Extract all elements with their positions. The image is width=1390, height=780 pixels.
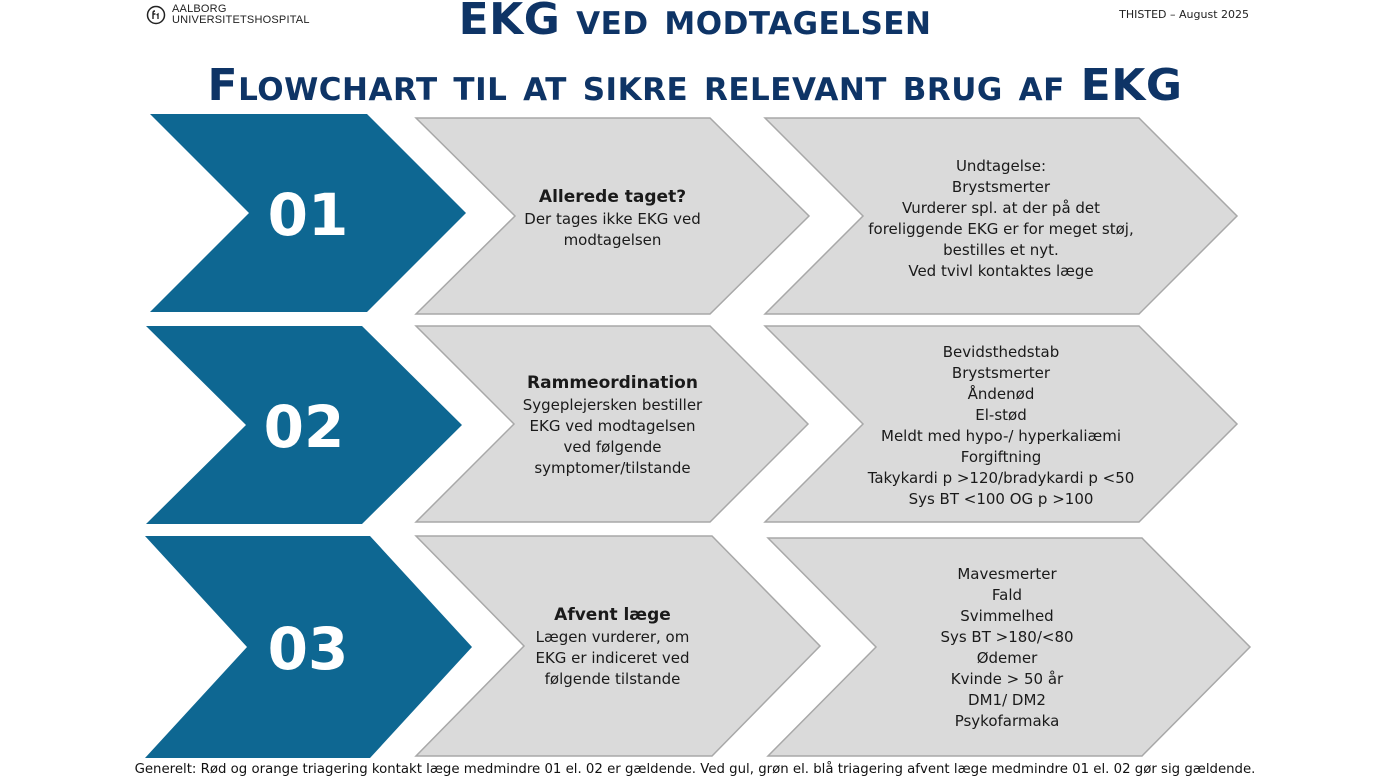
row-1-number: 01: [267, 181, 349, 249]
footer-note: Generelt: Rød og orange triagering kontakt læge medmindre 01 el. 02 er gældende. Ved gul, grøn el. blå triagering afvent læge medmindre 01 el. 02 gør sig gældende.: [134, 762, 1256, 777]
row-1-step-heading: Allerede taget?: [538, 187, 687, 207]
row-1-detail-line: bestilles et nyt.: [943, 241, 1059, 259]
row-2-detail-line: Meldt med hypo-/ hyperkaliæmi: [881, 427, 1121, 445]
row-2-detail-line: Takykardi p >120/bradykardi p <50: [867, 469, 1135, 487]
row-2-detail-line: Sys BT <100 OG p >100: [908, 490, 1094, 508]
row-3-detail-line: Sys BT >180/<80: [940, 628, 1074, 646]
row-3-detail-text: [866, 564, 1148, 732]
row-3-detail-line: Fald: [991, 586, 1023, 604]
row-2-step-line: EKG ved modtagelsen: [529, 417, 696, 435]
logo-line-1: AALBORG: [172, 3, 227, 15]
row-3-step-heading: Afvent læge: [554, 605, 671, 625]
row-3-step-line: Lægen vurderer, om: [535, 628, 690, 646]
row-1-detail-text: [860, 156, 1142, 282]
row-3-detail-line: Mavesmerter: [957, 565, 1057, 583]
row-1-step-text: [505, 186, 720, 251]
row-3-detail-line: DM1/ DM2: [968, 691, 1046, 709]
row-1-detail-line: Ved tvivl kontaktes læge: [908, 262, 1094, 280]
row-2-detail-line: Forgiftning: [960, 448, 1042, 466]
row-2-step-text: [505, 372, 720, 479]
row-2-number: 02: [263, 393, 345, 461]
row-2-step-heading: Rammeordination: [527, 373, 698, 393]
row-3-detail-line: Psykofarmaka: [954, 712, 1060, 730]
row-1-step-line: modtagelsen: [563, 231, 662, 249]
row-2-detail-line: Bevidsthedstab: [942, 343, 1060, 361]
row-3-detail-line: Ødemer: [976, 649, 1038, 667]
page-title: EKG ved modtagelsen: [458, 0, 932, 45]
row-2-step-line: symptomer/tilstande: [534, 459, 691, 477]
row-3-detail-line: Svimmelhed: [960, 607, 1054, 625]
row-3-step-line: følgende tilstande: [544, 670, 681, 688]
location-date: THISTED – August 2025: [1119, 8, 1249, 21]
row-1-detail-line: Undtagelse:: [955, 157, 1047, 175]
logo-line-2: UNIVERSITETSHOSPITAL: [172, 14, 310, 26]
row-3-step-line: EKG er indiceret ved: [535, 649, 690, 667]
row-2-detail-line: El-stød: [975, 406, 1027, 424]
row-2-detail-line: Åndenød: [967, 385, 1035, 403]
row-3-detail-line: Kvinde > 50 år: [950, 670, 1064, 688]
row-1-detail-line: Brystsmerter: [951, 178, 1051, 196]
row-3-number: 03: [267, 615, 349, 683]
row-1-detail-line: Vurderer spl. at der på det: [901, 199, 1101, 217]
row-3-step-text: [505, 604, 720, 690]
row-2-detail-line: Brystsmerter: [951, 364, 1051, 382]
row-1-detail-line: foreliggende EKG er for meget støj,: [868, 220, 1134, 238]
page-subtitle: Flowchart til at sikre relevant brug af EKG: [207, 60, 1183, 111]
row-2-step-line: Sygeplejersken bestiller: [522, 396, 703, 414]
row-2-detail-text: [860, 342, 1142, 510]
row-1-step-line: Der tages ikke EKG ved: [524, 210, 701, 228]
row-2-step-line: ved følgende: [563, 438, 662, 456]
